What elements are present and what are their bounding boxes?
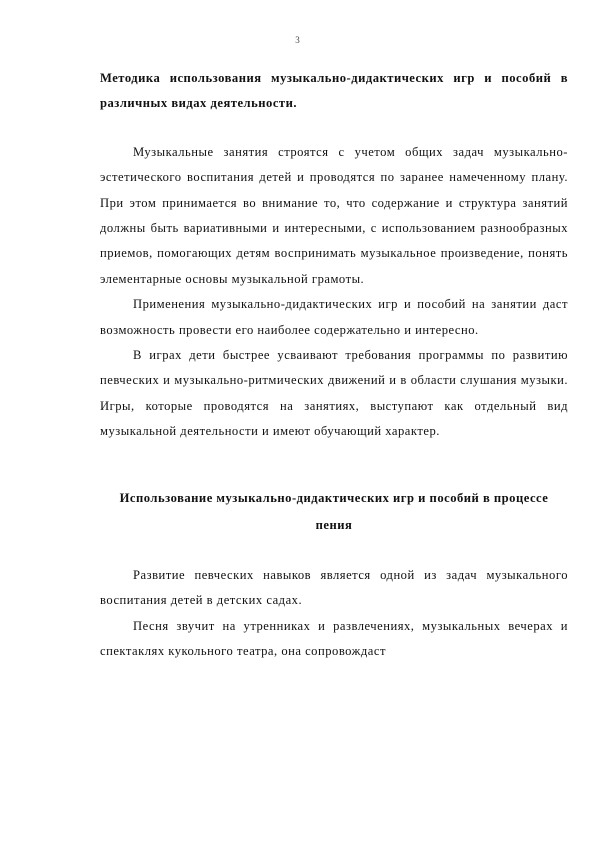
section-heading-singing: Использование музыкально-дидактических игр и пособий в процессе пения [119,490,549,532]
paragraph: Применения музыкально-дидактических игр и пособий на занятии даст возможность провести его наиболее содержательно и интересно. [100,297,568,337]
page-number: 3 [295,35,300,45]
paragraph: Музыкальные занятия строятся с учетом общих задач музыкально-эстетического воспитания детей и проводятся по заранее намеченному плану. При этом принимается во внимание то, что содержание и структура занятий должны быть вариативными и интересными, с использованием разнообразных приемов, помогающих детям воспринимать музыкальное произведение, понять элементарные основы музыкальной грамоты. [100,144,568,286]
paragraph: В играх дети быстрее усваивают требования программы по развитию певческих и музыкально-ритмических движений и в области слушания музыки. Игры, которые проводятся на занятиях, выступают как отдельный вид музыкальной деятельности и имеют обучающий характер. [100,348,568,439]
section-heading-methodology: Методика использования музыкально-дидактических игр и пособий в различных видах деятельности. [100,71,568,111]
paragraph: Песня звучит на утренниках и развлечениях, музыкальных вечерах и спектаклях кукольного театра, она сопровождаст [100,618,568,658]
paragraph: Развитие певческих навыков является одной из задач музыкального воспитания детей в детских садах. [100,567,568,608]
document-body [100,66,568,664]
